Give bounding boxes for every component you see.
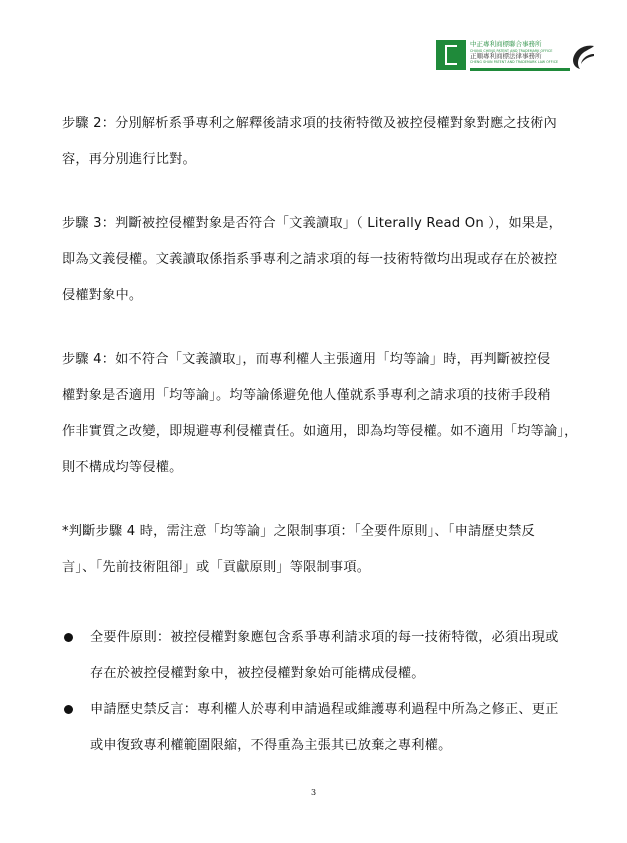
text-line: 步驟 4：如不符合「文義讀取」，而專利權人主張適用「均等論」時，再判斷被控侵: [62, 352, 551, 367]
text-line: 全要件原則：被控侵權對象應包含系爭專利請求項的每一技術特徵，必須出現或: [90, 630, 559, 645]
logo-line-2: 正順專利商標法律事務所: [470, 51, 542, 60]
text-line: 存在於被控侵權對象中，被控侵權對象始可能構成侵權。: [90, 666, 425, 681]
bullet-icon: [64, 633, 73, 642]
text-line: 則不構成均等侵權。: [62, 460, 183, 475]
bullet-icon: [64, 705, 73, 714]
text-line: *判斷步驟 4 時，需注意「均等論」之限制事項：「全要件原則」、「申請歷史禁反: [62, 524, 535, 539]
logo-underline: [470, 68, 570, 71]
text-line: 即為文義侵權。文義讀取係指系爭專利之請求項的每一技術特徵均出現或存在於被控: [62, 252, 558, 267]
firm-logo: [436, 40, 594, 72]
list-item: [62, 620, 590, 692]
text-line: 容，再分別進行比對。: [62, 152, 196, 167]
restriction-list: [62, 620, 590, 764]
logo-line-2-en: CHENG SHUN PATENT AND TRADEMARK LAW OFFICE: [470, 60, 559, 64]
page-number: 3: [310, 788, 317, 797]
text-line: 步驟 3：判斷被控侵權對象是否符合「文義讀取」（ Literally Read On ），如果是，: [62, 216, 563, 231]
text-line: 步驟 2：分別解析系爭專利之解釋後請求項的技術特徵及被控侵權對象對應之技術內: [62, 116, 557, 131]
text-line: 權對象是否適用「均等論」。均等論係避免他人僅就系爭專利之請求項的技術手段稍: [62, 388, 551, 403]
logo-text: [470, 41, 570, 64]
paragraph-step-4: [62, 342, 590, 486]
body-content: [62, 106, 590, 586]
logo-mark-icon: [436, 40, 466, 70]
paragraph-step-3: [62, 206, 590, 314]
text-line: 言」、「先前技術阻卻」或「貢獻原則」等限制事項。: [62, 560, 371, 575]
text-line: 申請歷史禁反言：專利權人於專利申請過程或維護專利過程中所為之修正、更正: [90, 702, 559, 717]
text-line: 侵權對象中。: [62, 288, 143, 303]
paragraph-note: [62, 514, 590, 586]
list-item: [62, 692, 590, 764]
logo-line-1-en: CHUNG CHENG PATENT AND TRADEMARK OFFICE: [470, 48, 553, 53]
logo-swoosh-icon: [570, 42, 596, 70]
paragraph-step-2: [62, 106, 590, 178]
text-line: 或申復致專利權範圍限縮，不得重為主張其已放棄之專利權。: [90, 738, 452, 753]
logo-line-1: 中正專利商標聯合事務所: [470, 40, 542, 48]
text-line: 作非實質之改變，即規避專利侵權責任。如適用，即為均等侵權。如不適用「均等論」，: [62, 424, 578, 439]
